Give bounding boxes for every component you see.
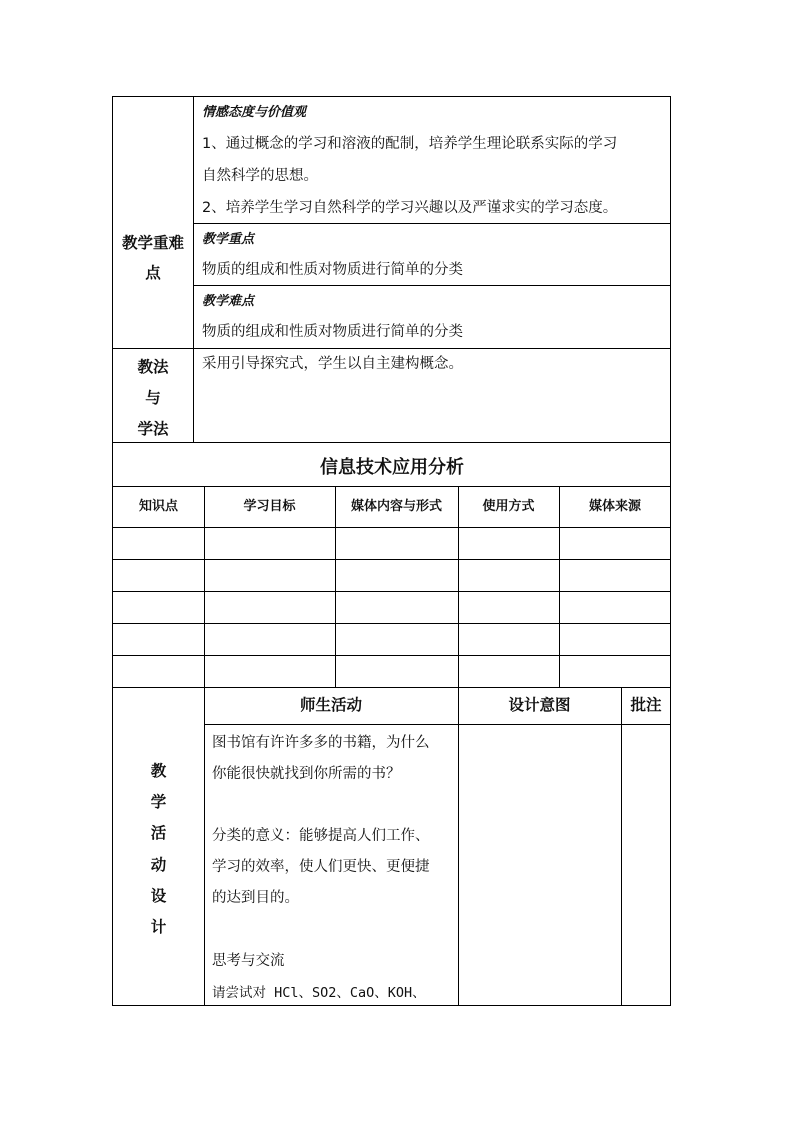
col-divider (458, 687, 459, 1006)
attitude-heading: 情感态度与价值观 (202, 105, 307, 120)
methods-label-line3: 学法 (137, 420, 169, 438)
row-divider (113, 442, 671, 443)
col-header-activity: 师生活动 (299, 696, 362, 714)
row-divider (113, 591, 671, 592)
methods-label-line1: 教法 (137, 358, 169, 376)
focus-text: 物质的组成和性质对物质进行简单的分类 (202, 262, 463, 278)
key-points-label-line1: 教学重难 (121, 234, 184, 252)
col-header-source: 媒体来源 (588, 499, 641, 514)
key-points-label-line2: 点 (145, 264, 161, 282)
activity-line-6: 的达到目的。 (212, 890, 299, 906)
activity-line-8: 思考与交流 (212, 953, 285, 969)
activity-side-label-4: 动 (150, 856, 167, 874)
methods-label-line2: 与 (145, 389, 161, 407)
col-divider (335, 486, 336, 687)
col-header-intent: 设计意图 (508, 696, 571, 714)
difficulty-heading: 教学难点 (202, 294, 255, 309)
lesson-plan-table (112, 96, 671, 1006)
row-divider (113, 348, 671, 349)
row-divider (113, 486, 671, 487)
col-divider (204, 486, 205, 1006)
col-divider (621, 687, 622, 1006)
col-header-notes: 批注 (630, 696, 662, 714)
row-divider (204, 724, 671, 725)
col-divider (559, 486, 560, 687)
row-divider (113, 623, 671, 624)
row-divider (193, 223, 671, 224)
col-header-knowledge: 知识点 (138, 499, 178, 514)
col-divider (193, 97, 194, 442)
row-divider (113, 559, 671, 560)
activity-line-9: 请尝试对 HCl、SO2、CaO、KOH、 (212, 985, 426, 1001)
activity-line-5: 学习的效率，使人们更快、更便捷 (212, 859, 430, 875)
activity-side-label-2: 学 (150, 793, 167, 811)
attitude-line-1: 1、通过概念的学习和溶液的配制，培养学生理论联系实际的学习 (202, 136, 618, 152)
activity-side-label-6: 计 (150, 918, 167, 936)
row-divider (113, 527, 671, 528)
attitude-line-3: 2、培养学生学习自然科学的学习兴趣以及严谨求实的学习态度。 (202, 200, 618, 216)
it-analysis-title: 信息技术应用分析 (320, 457, 464, 478)
activity-side-label-3: 活 (150, 824, 167, 842)
activity-line-4: 分类的意义：能够提高人们工作、 (212, 828, 430, 844)
col-header-usage: 使用方式 (482, 499, 535, 514)
col-divider (458, 486, 459, 687)
col-header-media-content: 媒体内容与形式 (350, 499, 442, 514)
activity-line-1: 图书馆有许许多多的书籍，为什么 (212, 735, 430, 751)
row-divider (193, 285, 671, 286)
col-header-goal: 学习目标 (243, 499, 296, 514)
focus-heading: 教学重点 (202, 232, 255, 247)
activity-side-label-1: 教 (150, 762, 167, 780)
activity-side-label-5: 设 (150, 887, 167, 905)
activity-line-2: 你能很快就找到你所需的书？ (212, 766, 401, 782)
row-divider (113, 687, 671, 688)
methods-text: 采用引导探究式，学生以自主建构概念。 (202, 356, 463, 372)
difficulty-text: 物质的组成和性质对物质进行简单的分类 (202, 324, 463, 340)
attitude-line-2: 自然科学的思想。 (202, 168, 318, 184)
row-divider (113, 655, 671, 656)
